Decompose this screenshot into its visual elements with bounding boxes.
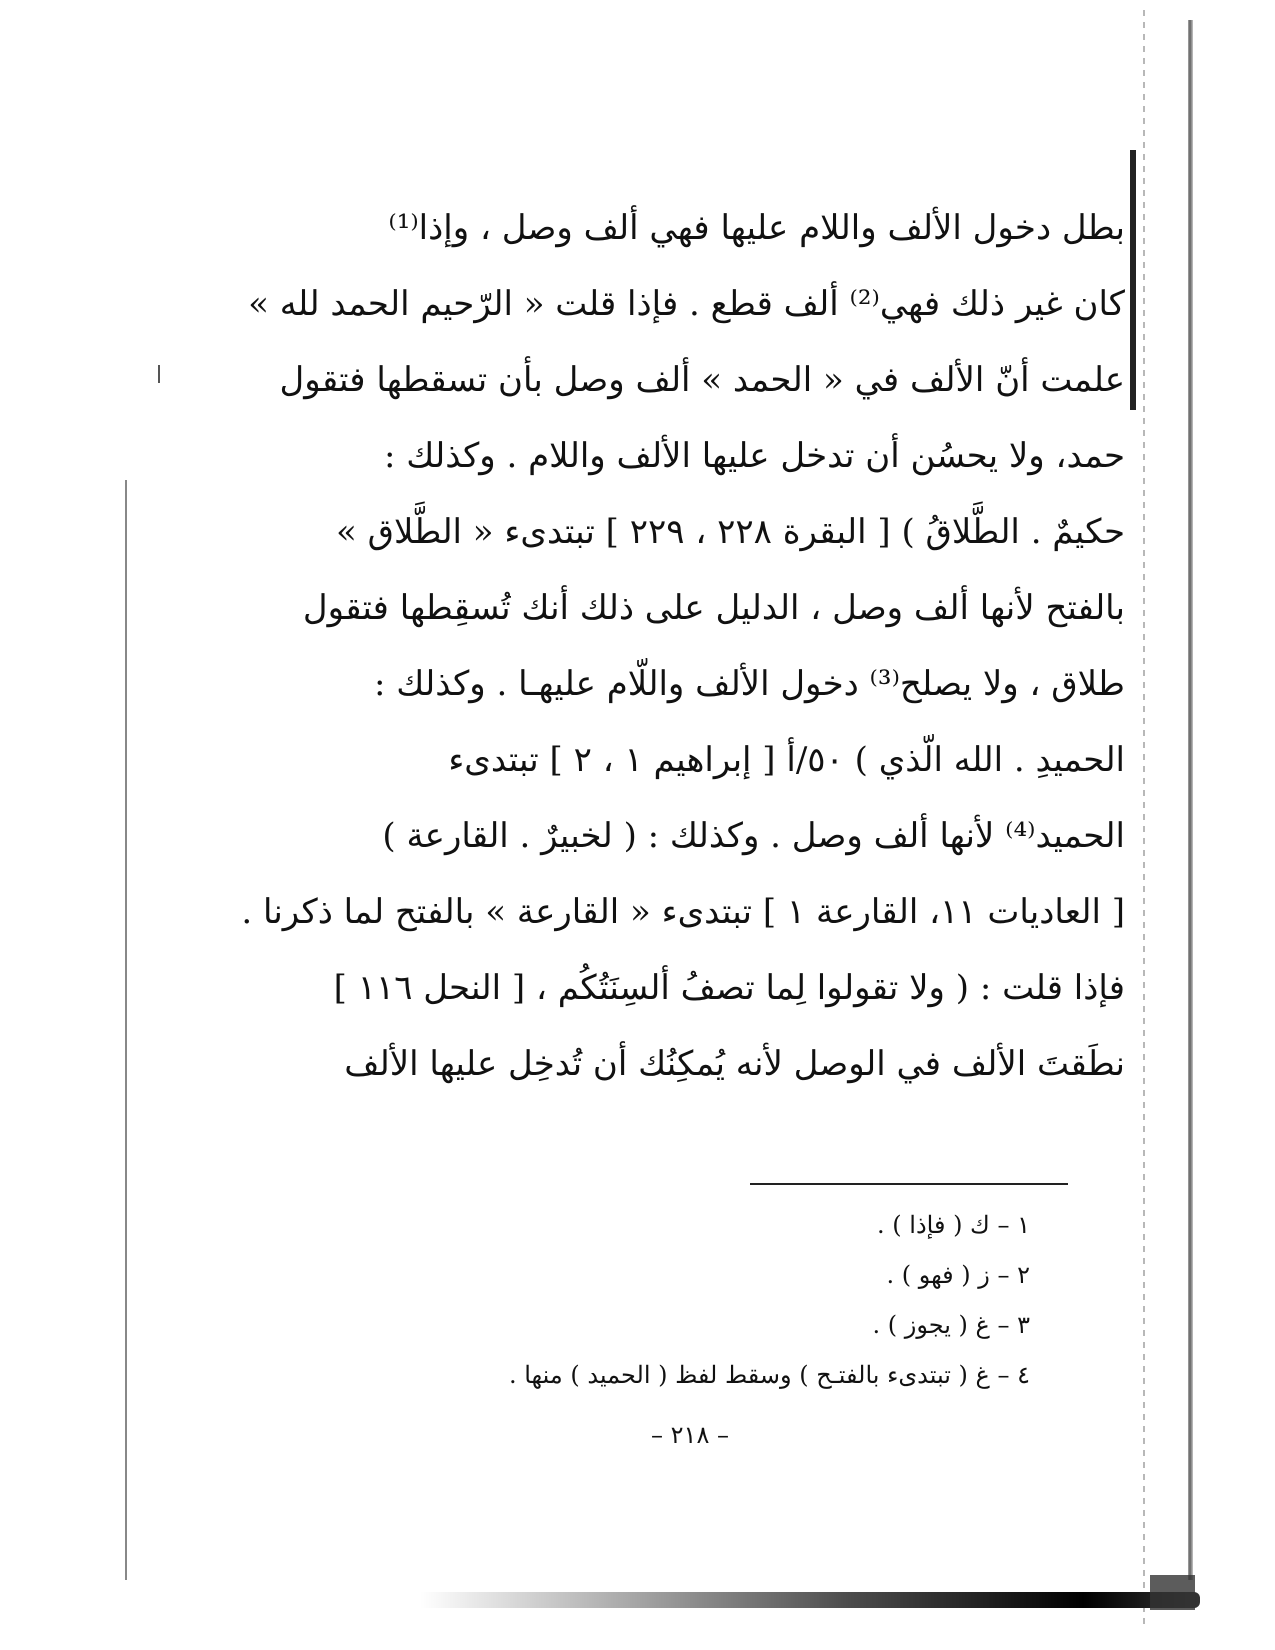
text-line: بطل دخول الألف واللام عليها فهي ألف وصل ، وإذا⁽¹⁾	[388, 208, 1125, 248]
footnote: ٣ – غ ( يجوز ) .	[872, 1311, 1030, 1339]
page-number: – ٢١٨ –	[651, 1421, 729, 1449]
text-line: الحميدِ . الله الّذي ) ٥٠/أ [ إبراهيم ١ ، ٢ ] تبتدىء	[448, 740, 1125, 780]
main-text-block	[241, 190, 1125, 1102]
text-line: الحميد⁽⁴⁾ لأنها ألف وصل . وكذلك : ( لخبيرٌ . القارعة )	[382, 816, 1125, 856]
footnote: ٤ – غ ( تبتدىء بالفتـح ) وسقط لفظ ( الحميد ) منها .	[508, 1361, 1030, 1389]
scan-bottom-shadow	[420, 1592, 1200, 1608]
scan-bottom-blot	[1150, 1575, 1195, 1610]
footnote: ٢ – ز ( فهو ) .	[886, 1261, 1030, 1289]
footnote: ١ – ك ( فإذا ) .	[877, 1211, 1030, 1239]
text-line: حكيمٌ . الطَّلاقُ ) [ البقرة ٢٢٨ ، ٢٢٩ ] تبتدىء « الطَّلاق »	[336, 512, 1125, 552]
text-line: فإذا قلت : ( ولا تقولوا لِما تصفُ ألسِنَتُكُم ، [ النحل ١١٦ ]	[333, 968, 1125, 1008]
scan-edge-right	[1188, 20, 1193, 1580]
text-line: علمت أنّ الألف في « الحمد » ألف وصل بأن تسقطها فتقول	[279, 360, 1125, 400]
text-line: كان غير ذلك فهي⁽²⁾ ألف قطع . فإذا قلت « الرّحيم الحمد لله »	[248, 284, 1125, 324]
footnote-separator	[750, 1183, 1068, 1185]
scan-edge-dark-mark	[1130, 150, 1136, 410]
text-line: [ العاديات ١١، القارعة ١ ] تبتدىء « القارعة » بالفتح لما ذكرنا .	[241, 892, 1125, 932]
scan-edge-left	[125, 480, 127, 1580]
text-line: حمد، ولا يحسُن أن تدخل عليها الألف واللام . وكذلك :	[383, 436, 1125, 476]
scan-edge-dotted	[1143, 10, 1145, 1630]
text-line: طلاق ، ولا يصلح⁽³⁾ دخول الألف واللّام عليهـا . وكذلك :	[374, 664, 1125, 704]
footnotes-block	[440, 1200, 1030, 1400]
text-line: بالفتح لأنها ألف وصل ، الدليل على ذلك أنك تُسقِطها فتقول	[302, 588, 1125, 628]
text-line: نطَقتَ الألف في الوصل لأنه يُمكِنُك أن تُدخِل عليها الألف	[344, 1044, 1125, 1084]
scan-mark-left	[158, 365, 160, 383]
